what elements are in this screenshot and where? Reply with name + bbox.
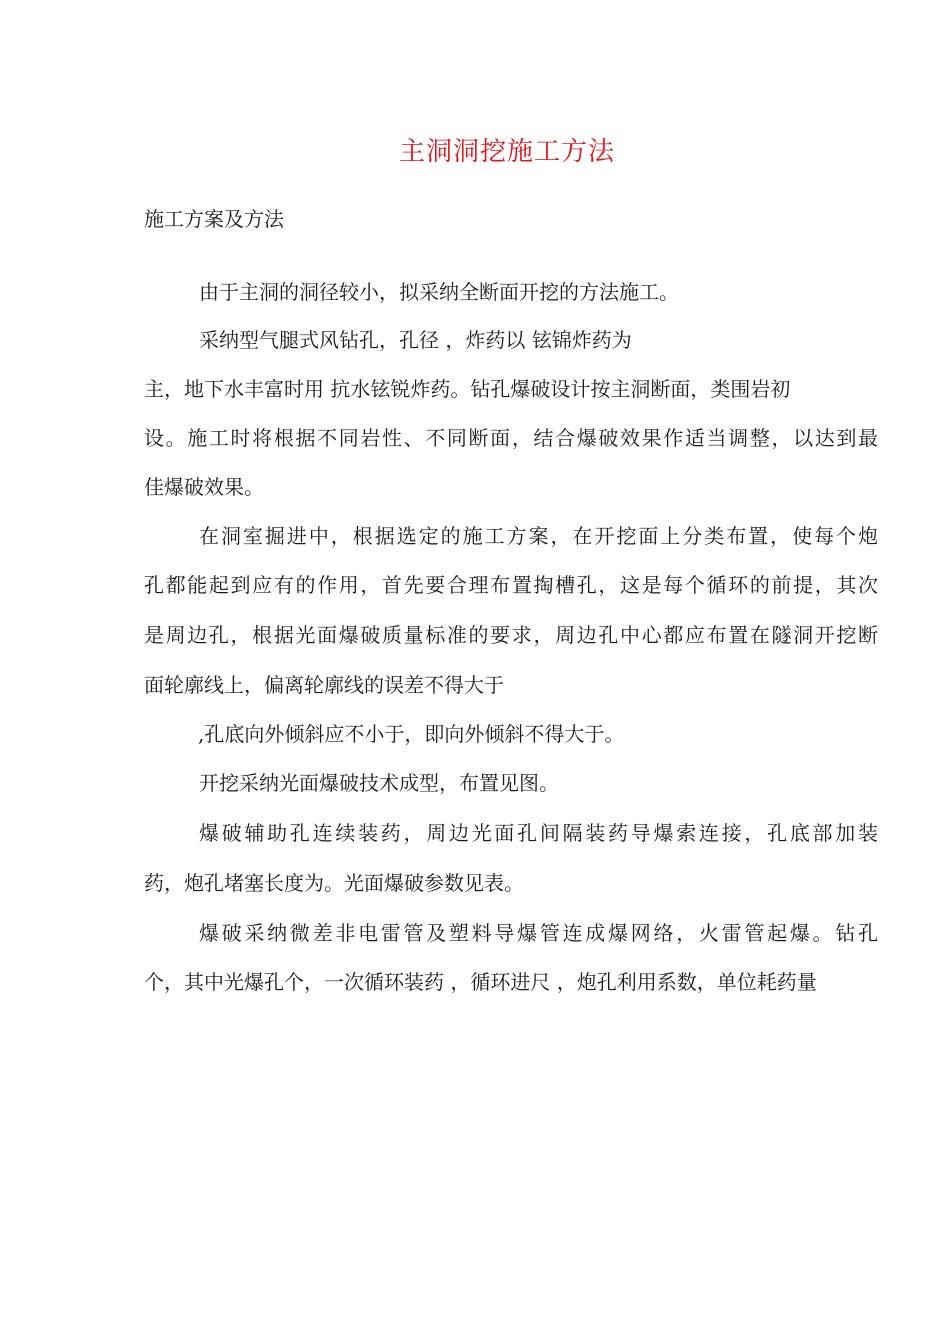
paragraph-line: 由于主洞的洞径较小，拟采纳全断面开挖的方法施工。	[199, 280, 679, 304]
paragraph-line: 佳爆破效果。	[144, 475, 264, 499]
paragraph-line: 采纳型气腿式风钻孔，孔径 ，炸药以 铉锦炸药为	[199, 328, 632, 352]
paragraph-line: 爆破采纳微差非电雷管及塑料导爆管连成爆网络，火雷管起爆。钻孔	[199, 921, 878, 945]
paragraph-line: 个，其中光爆孔个，一次循环装药 ，循环进尺 ，炮孔利用系数，单位耗药量	[144, 970, 817, 994]
paragraph-line: 在洞室掘进中，根据选定的施工方案，在开挖面上分类布置，使每个炮	[199, 524, 878, 548]
paragraph-line: 孔都能起到应有的作用，首先要合理布置掏槽孔，这是每个循环的前提，其次	[144, 573, 878, 597]
section-heading: 施工方案及方法	[144, 207, 284, 231]
paragraph-line: 爆破辅助孔连续装药，周边光面孔间隔装药导爆索连接，孔底部加装	[199, 821, 878, 845]
paragraph-line: 主，地下水丰富时用 抗水铉锐炸药。钻孔爆破设计按主洞断面，类围岩初	[144, 377, 791, 401]
document-title: 主洞洞挖施工方法	[398, 137, 615, 167]
paragraph-line: 设。施工时将根据不同岩性、不同断面，结合爆破效果作适当调整，以达到最	[144, 426, 878, 450]
paragraph-line: 开挖采纳光面爆破技术成型，布置见图。	[199, 771, 559, 795]
paragraph-line: 面轮廓线上，偏离轮廓线的误差不得大于	[144, 673, 504, 697]
paragraph-line: 是周边孔，根据光面爆破质量标准的要求，周边孔中心都应布置在隧洞开挖断	[144, 623, 878, 647]
paragraph-line: ,孔底向外倾斜应不小于，即向外倾斜不得大于。	[198, 722, 625, 746]
paragraph-line: 药，炮孔堵塞长度为。光面爆破参数见表。	[144, 871, 524, 895]
